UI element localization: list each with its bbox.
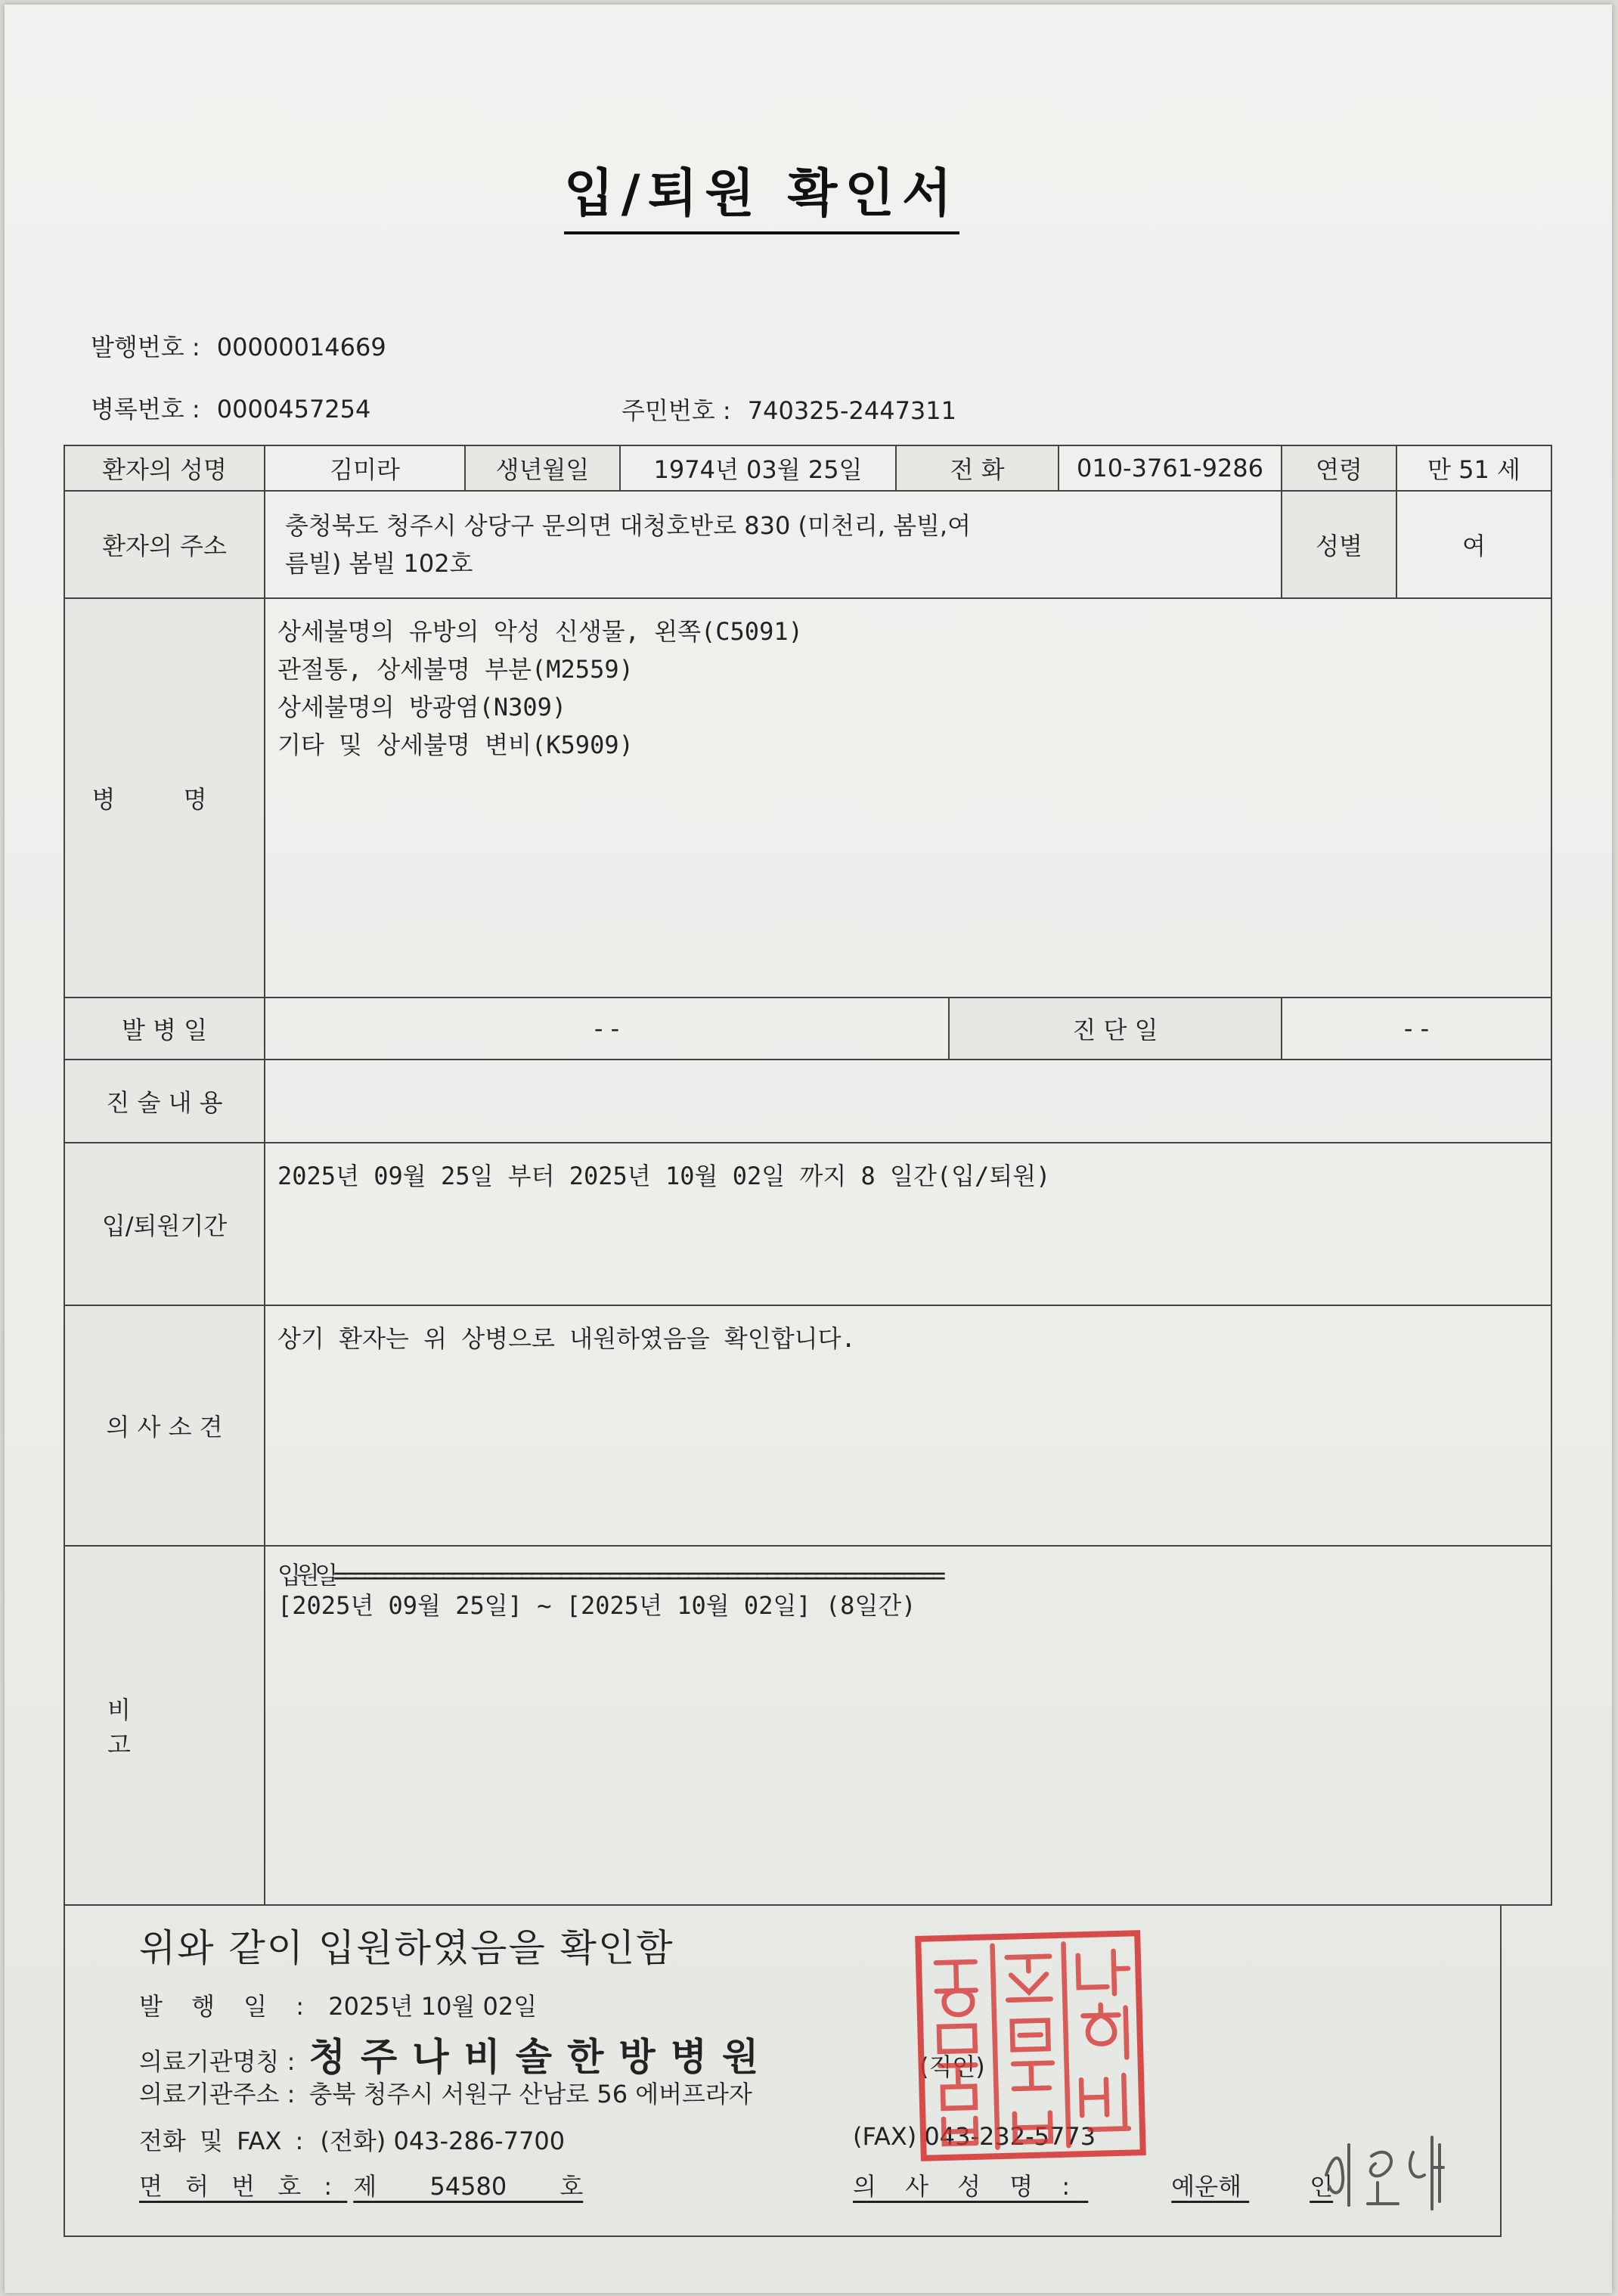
remarks-row — [64, 1546, 1551, 1905]
chart-number-label: 병록번호 : — [91, 395, 200, 424]
statement-label: 진 술 내 용 — [64, 1060, 265, 1143]
patient-info-row — [64, 445, 1551, 491]
issue-number: 00000014669 — [216, 333, 386, 361]
institution-name: 청주나비솔한방병원 — [308, 2035, 774, 2079]
remarks-line-1: 입원일============================================================== — [277, 1561, 941, 1590]
remarks-line-2: [2025년 09월 25일] ~ [2025년 10월 02일] (8일간) — [277, 1591, 916, 1620]
period-row — [64, 1143, 1551, 1305]
sex-value: 여 — [1396, 491, 1551, 598]
confirmation-form-table — [64, 445, 1552, 1906]
onset-value: - - — [265, 998, 949, 1060]
diagnosis-label: 병 명 — [64, 598, 265, 998]
seal-note: (직인) — [919, 2052, 985, 2081]
document-page — [5, 5, 1612, 2293]
address-cell — [265, 491, 1282, 598]
chart-number-line — [91, 390, 370, 425]
opinion-row — [64, 1305, 1551, 1546]
issue-number-line — [91, 328, 386, 363]
chart-number: 0000457254 — [216, 395, 371, 424]
diagnosis-item: 관절통, 상세불명 부분(M2559) — [277, 655, 634, 684]
onset-row — [64, 998, 1551, 1060]
dob-value: 1974년 03월 25일 — [620, 445, 896, 491]
confirmation-statement: 위와 같이 입원하였음을 확인함 — [139, 1926, 674, 1970]
age-value: 만 51 세 — [1396, 445, 1551, 491]
document-title: 입/퇴원 확인서 — [564, 165, 959, 234]
sex-label: 성별 — [1282, 491, 1396, 598]
age-label: 연령 — [1282, 445, 1396, 491]
institution-fax: (FAX) 043-232-5773 — [853, 2122, 1096, 2151]
diagnosis-item: 상세불명의 방광염(N309) — [277, 693, 567, 721]
resident-number-label: 주민번호 : — [621, 396, 731, 425]
period-label: 입/퇴원기간 — [64, 1143, 265, 1305]
remarks-label: 비 고 — [64, 1546, 265, 1905]
address-line-2: 름빌) 봄빌 102호 — [285, 549, 473, 578]
address-row — [64, 491, 1551, 598]
institution-line — [139, 2027, 773, 2081]
resident-number: 740325-2447311 — [747, 396, 956, 425]
diagnosis-item: 상세불명의 유방의 악성 신생물, 왼쪽(C5091) — [277, 617, 803, 646]
diagnosis-list — [265, 598, 1551, 998]
diagnosis-date-label: 진 단 일 — [949, 998, 1282, 1060]
phone-value: 010-3761-9286 — [1059, 445, 1282, 491]
phone-label: 전 화 — [896, 445, 1059, 491]
institution-phone: (전화) 043-286-7700 — [320, 2127, 566, 2155]
phone-fax-label: 전화 및 FAX : — [139, 2127, 304, 2155]
onset-label: 발 병 일 — [64, 998, 265, 1060]
doctor-name: 예운해 — [1171, 2172, 1242, 2201]
period-value: 2025년 09월 25일 부터 2025년 10월 02일 까지 8 일간(입/퇴원) — [265, 1143, 1551, 1305]
institution-label: 의료기관명칭 : — [139, 2047, 296, 2076]
license-number: 제 54580 호 — [353, 2172, 584, 2201]
patient-name: 김미라 — [265, 445, 465, 491]
opinion-label: 의 사 소 견 — [64, 1305, 265, 1546]
doctor-signature — [1319, 2130, 1447, 2216]
address-label: 환자의 주소 — [64, 491, 265, 598]
diagnosis-item: 기타 및 상세불명 변비(K5909) — [277, 731, 634, 759]
license-label: 면 허 번 호 : — [139, 2172, 340, 2201]
doctor-line — [853, 2167, 1333, 2202]
dob-label: 생년월일 — [465, 445, 620, 491]
statement-row — [64, 1060, 1551, 1143]
phone-fax-line — [139, 2122, 565, 2157]
opinion-value: 상기 환자는 위 상병으로 내원하였음을 확인합니다. — [265, 1305, 1551, 1546]
issue-number-label: 발행번호 : — [91, 333, 200, 361]
seal-glyphs-icon — [921, 1936, 1139, 2155]
address-line-1: 충청북도 청주시 상당구 문의면 대청호반로 830 (미천리, 봄빌,여 — [285, 511, 971, 540]
diagnosis-row — [64, 598, 1551, 998]
doctor-seal-mark: 인 — [1310, 2172, 1334, 2201]
issue-date-line — [139, 1987, 537, 2022]
diagnosis-date-value: - - — [1282, 998, 1551, 1060]
doctor-label: 의 사 성 명 : — [853, 2172, 1081, 2201]
signature-scribble-icon — [1319, 2130, 1447, 2213]
institution-address: 충북 청주시 서원구 산남로 56 에버프라자 — [308, 2080, 752, 2108]
issue-date-label: 발 행 일 : — [139, 1992, 315, 2021]
statement-value — [265, 1060, 1551, 1143]
remarks-value — [265, 1546, 1551, 1905]
patient-name-label: 환자의 성명 — [64, 445, 265, 491]
issue-date: 2025년 10월 02일 — [328, 1992, 538, 2021]
license-line — [139, 2167, 583, 2202]
institution-address-line — [139, 2075, 752, 2110]
institution-address-label: 의료기관주소 : — [139, 2080, 296, 2108]
hospital-seal-stamp — [915, 1930, 1146, 2161]
resident-number-line — [621, 392, 956, 427]
